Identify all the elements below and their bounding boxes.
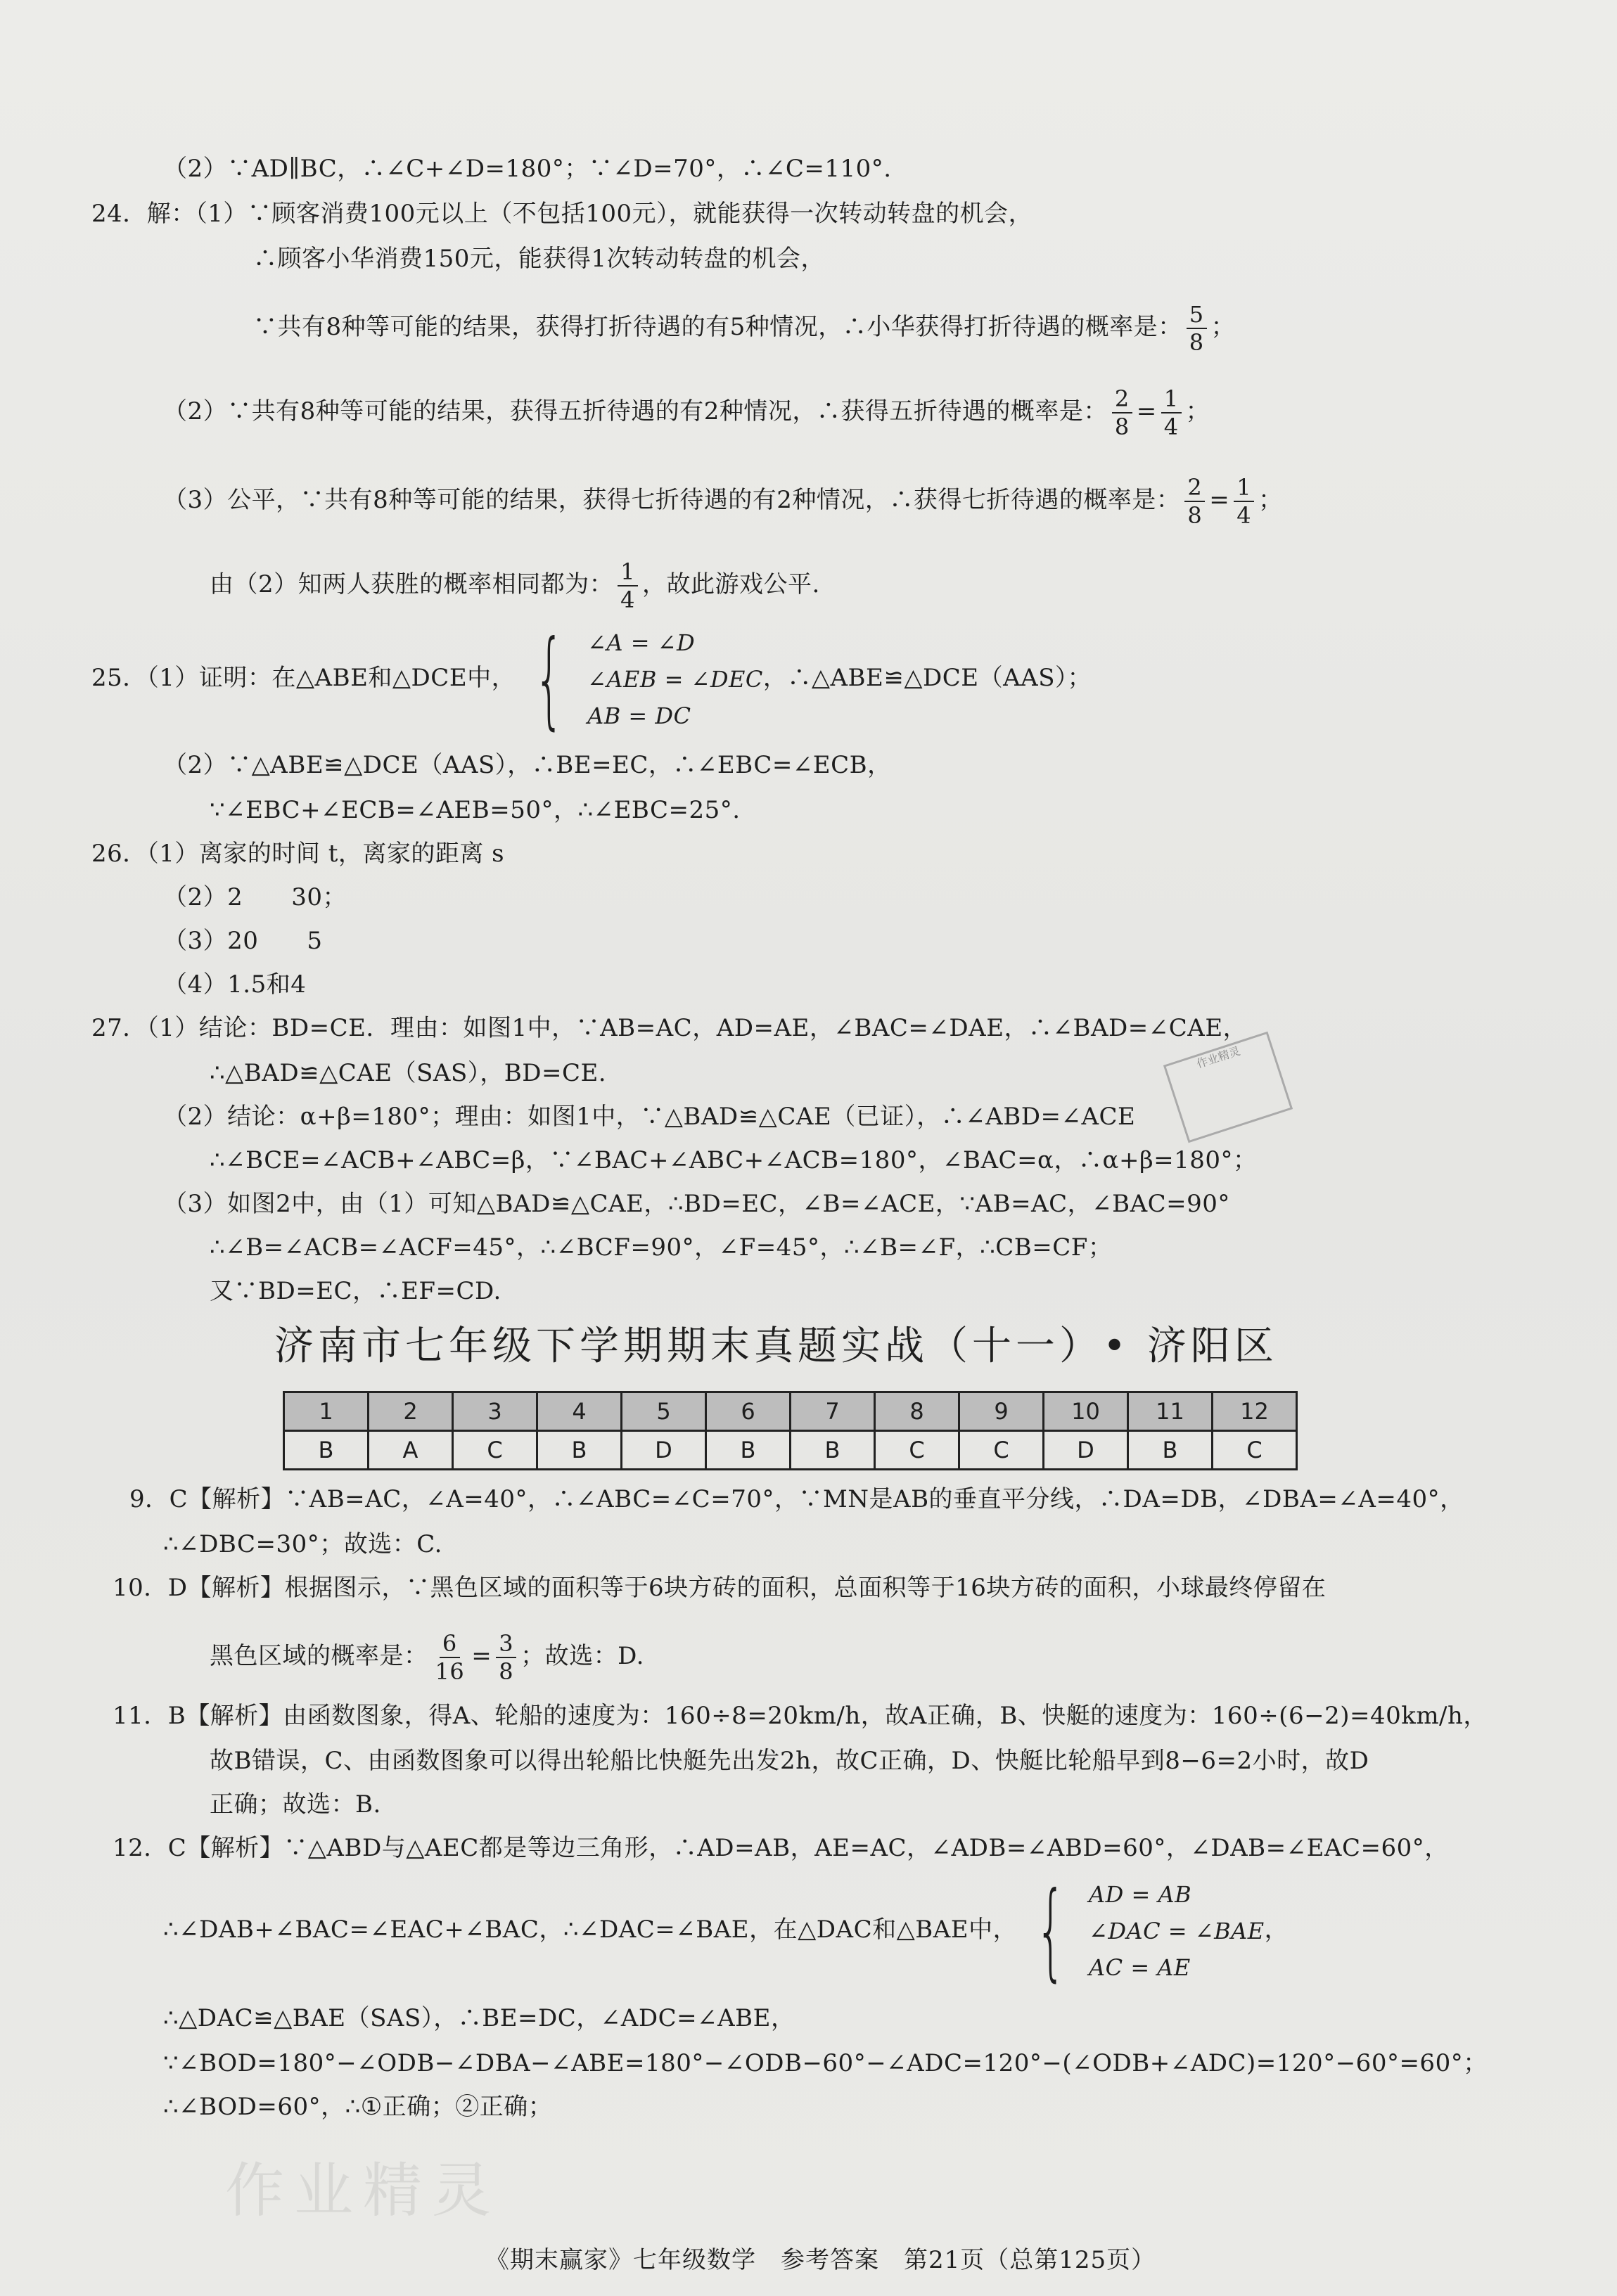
fraction: $\frac{1}{4}$ xyxy=(1234,474,1254,529)
fraction: $\frac{2}{8}$ xyxy=(1184,474,1205,529)
fraction: $\frac{1}{4}$ xyxy=(1161,385,1182,440)
line-24-2: ∴顾客小华消费150元，能获得1次转动转盘的机会， xyxy=(253,245,826,273)
question-number: 3 xyxy=(453,1392,537,1431)
watermark: 作业精灵 xyxy=(225,2156,501,2225)
question-number: 5 xyxy=(622,1392,706,1431)
line-25-3: ∵∠EBC+∠ECB=∠AEB=50°，∴∠EBC=25°. xyxy=(210,796,741,824)
line-27-5: （3）如图2中，由（1）可知△BAD≌△CAE，∴BD=EC，∠B=∠ACE，∵AB=AC，∠BAC=90° xyxy=(163,1190,1230,1218)
line-10-2: 黑色区域的概率是： $\frac{6}{16}$ = $\frac{3}{8}$ ；故选：D. xyxy=(210,1630,644,1685)
answer-table-numbers xyxy=(284,1392,1297,1431)
line-26-4: （4）1.5和4 xyxy=(163,970,307,999)
question-number: 6 xyxy=(706,1392,791,1431)
equation-system: { ∠A = ∠D ∠AEB = ∠DEC AB = DC xyxy=(534,618,763,740)
question-number: 11 xyxy=(1128,1392,1213,1431)
answer-cell: B xyxy=(537,1431,622,1470)
line-25-1: 25．（1）证明：在△ABE和△DCE中， { ∠A = ∠D ∠AEB = ∠DEC AB = DC ，∴△ABE≌△DCE（AAS）； xyxy=(91,618,1092,740)
question-number: 1 xyxy=(284,1392,369,1431)
fraction: $\frac{2}{8}$ xyxy=(1112,385,1132,440)
line-9-2: ∴∠DBC=30°；故选：C. xyxy=(163,1530,442,1558)
line-26-3: （3）20 5 xyxy=(163,927,323,955)
line-26-2: （2）2 30； xyxy=(163,883,347,911)
answer-table-answers xyxy=(284,1431,1297,1470)
answer-cell: A xyxy=(369,1431,453,1470)
question-number: 7 xyxy=(791,1392,875,1431)
line-27-7: 又∵BD=EC，∴EF=CD. xyxy=(210,1277,501,1305)
answer-cell: C xyxy=(1213,1431,1297,1470)
line-24-3: ∵共有8种等可能的结果，获得打折待遇的有5种情况，∴小华获得打折待遇的概率是： $\frac{5}{8}$ ； xyxy=(253,301,1236,356)
stamp-logo: 作业精灵 xyxy=(1163,1032,1293,1143)
line-12-4: ∵∠BOD=180°−∠ODB−∠DBA−∠ABE=180°−∠ODB−60°−∠ADC=120°−(∠ODB+∠ADC)=120°−60°=60°； xyxy=(163,2049,1488,2077)
question-number: 12 xyxy=(1213,1392,1297,1431)
question-number: 2 xyxy=(369,1392,453,1431)
line-25-2: （2）∵△ABE≌△DCE（AAS），∴BE=EC，∴∠EBC=∠ECB， xyxy=(163,751,892,779)
answer-cell: B xyxy=(284,1431,369,1470)
line-11-3: 正确；故选：B. xyxy=(210,1790,381,1819)
line-12-2: ∴∠DAB+∠BAC=∠EAC+∠BAC，∴∠DAC=∠BAE，在△DAC和△BAE中， { AD = AB ∠DAC = ∠BAE AC = AE ， xyxy=(163,1870,1289,1992)
line-24-6: 由（2）知两人获胜的概率相同都为： $\frac{1}{4}$ ，故此游戏公平. xyxy=(210,558,820,613)
line-23-2: （2）∵AD∥BC，∴∠C+∠D=180°；∵∠D=70°，∴∠C=110°. xyxy=(163,155,892,183)
answer-cell: B xyxy=(706,1431,791,1470)
line-24-5: （3）公平，∵共有8种等可能的结果，获得七折待遇的有2种情况，∴获得七折待遇的概率是： $\frac{2}{8}$ = $\frac{1}{4}$ ； xyxy=(163,474,1283,529)
answer-cell: C xyxy=(453,1431,537,1470)
answer-cell: C xyxy=(875,1431,959,1470)
line-11-1: 11．B【解析】由函数图象，得A、轮船的速度为：160÷8=20km/h，故A正确，B、快艇的速度为：160÷(6−2)=40km/h， xyxy=(113,1702,1488,1730)
question-number: 4 xyxy=(537,1392,622,1431)
answer-cell: C xyxy=(959,1431,1044,1470)
fraction: $\frac{6}{16}$ xyxy=(435,1630,465,1685)
line-27-6: ∴∠B=∠ACB=∠ACF=45°，∴∠BCF=90°，∠F=45°，∴∠B=∠F，∴CB=CF； xyxy=(210,1233,1113,1262)
line-10-1: 10．D【解析】根据图示，∵黑色区域的面积等于6块方砖的面积，总面积等于16块方砖的面积，小球最终停留在 xyxy=(113,1574,1327,1602)
question-number: 8 xyxy=(875,1392,959,1431)
line-27-2: ∴△BAD≌△CAE（SAS），BD=CE. xyxy=(210,1059,607,1087)
line-27-1: 27．（1）结论：BD=CE．理由：如图1中，∵AB=AC，AD=AE，∠BAC=∠DAE，∴∠BAD=∠CAE， xyxy=(91,1014,1248,1042)
answer-cell: D xyxy=(1044,1431,1128,1470)
line-27-3: （2）结论：α+β=180°；理由：如图1中，∵△BAD≌△CAE（已证），∴∠ABD=∠ACE xyxy=(163,1103,1136,1131)
page-footer: 《期末赢家》七年级数学 参考答案 第21页（总第125页） xyxy=(485,2246,1156,2274)
answer-cell: B xyxy=(791,1431,875,1470)
line-26-1: 26．（1）离家的时间 t，离家的距离 s xyxy=(91,840,505,868)
line-12-3: ∴△DAC≌△BAE（SAS），∴BE=DC，∠ADC=∠ABE， xyxy=(163,2004,795,2032)
equation-system: { AD = AB ∠DAC = ∠BAE AC = AE xyxy=(1035,1870,1265,1992)
question-number: 10 xyxy=(1044,1392,1128,1431)
section-title: 济南市七年级下学期期末真题实战（十一）• 济阳区 xyxy=(274,1323,1278,1369)
line-12-5: ∴∠BOD=60°，∴①正确；②正确； xyxy=(163,2093,553,2121)
answer-cell: D xyxy=(622,1431,706,1470)
question-number: 9 xyxy=(959,1392,1044,1431)
fraction: $\frac{1}{4}$ xyxy=(618,558,638,613)
line-27-4: ∴∠BCE=∠ACB+∠ABC=β，∵∠BAC+∠ABC+∠ACB=180°，∠BAC=α，∴α+β=180°； xyxy=(210,1146,1258,1174)
line-24-1: 24．解：（1）∵顾客消费100元以上（不包括100元），就能获得一次转动转盘的机会， xyxy=(91,200,1033,228)
line-9-1: 9．C【解析】∵AB=AC，∠A=40°，∴∠ABC=∠C=70°，∵MN是AB的垂直平分线，∴DA=DB，∠DBA=∠A=40°， xyxy=(129,1485,1464,1513)
line-12-1: 12．C【解析】∵△ABD与△AEC都是等边三角形，∴AD=AB，AE=AC，∠ADB=∠ABD=60°，∠DAB=∠EAC=60°， xyxy=(113,1834,1449,1862)
line-11-2: 故B错误，C、由函数图象可以得出轮船比快艇先出发2h，故C正确，D、快艇比轮船早到8−6=2小时，故D xyxy=(210,1747,1369,1775)
answer-table xyxy=(283,1391,1298,1470)
fraction: $\frac{3}{8}$ xyxy=(496,1630,516,1685)
answer-cell: B xyxy=(1128,1431,1213,1470)
line-24-4: （2）∵共有8种等可能的结果，获得五折待遇的有2种情况，∴获得五折待遇的概率是： $\frac{2}{8}$ = $\frac{1}{4}$ ； xyxy=(163,385,1210,440)
fraction: $\frac{5}{8}$ xyxy=(1187,301,1207,356)
